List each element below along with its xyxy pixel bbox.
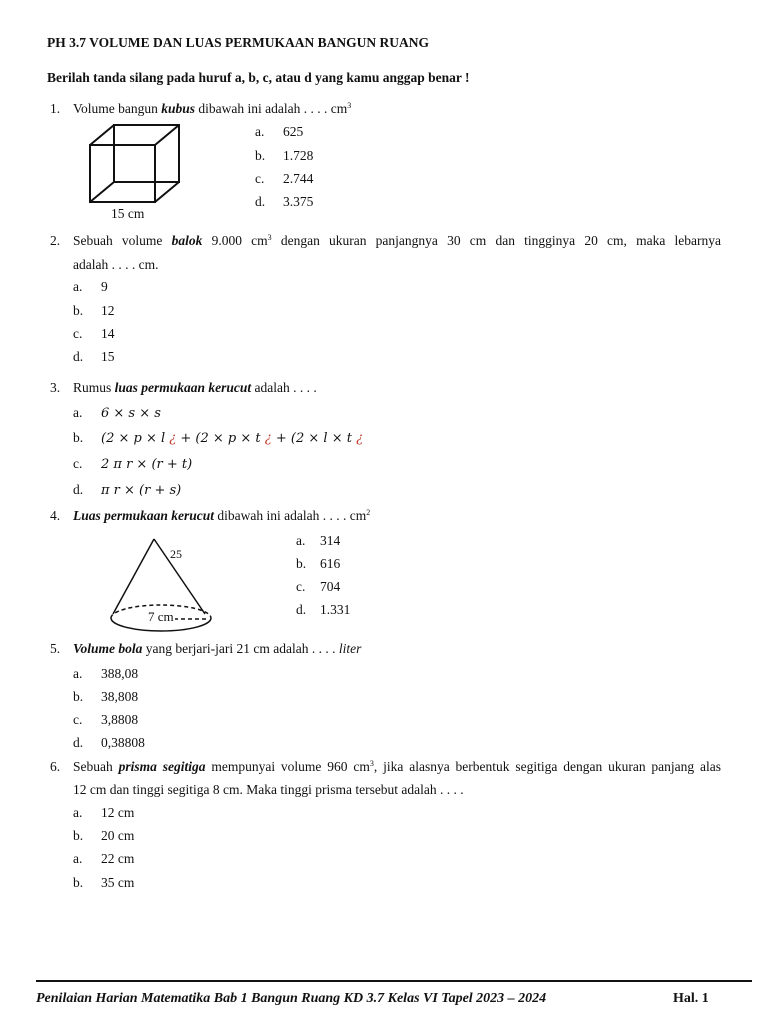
option-c[interactable]: c. 14 xyxy=(73,326,115,341)
page-number: Hal. 1 xyxy=(673,991,709,1006)
option-c[interactable]: a. 22 cm xyxy=(73,851,135,866)
question-text: Volume bola yang berjari-jari 21 cm adalah . . . . liter xyxy=(73,641,362,656)
question-number: 1. xyxy=(50,101,61,116)
question-text: Sebuah prisma segitiga mempunyai volume 960 $cm^3$, jika alasnya berbentuk segitiga dengan ukuran panjang alas xyxy=(73,759,722,774)
option-b[interactable]: b. 38,808 xyxy=(73,689,139,704)
question-text-line2: 12 cm dan tinggi segitiga 8 cm. Maka tinggi prisma tersebut adalah . . . . xyxy=(73,782,464,797)
cone-slant-label: 25 xyxy=(170,547,182,561)
question-number: 2. xyxy=(50,233,61,248)
cube-side-label: 15 cm xyxy=(111,206,145,221)
question-number: 3. xyxy=(50,380,61,395)
option-d[interactable]: d. 0,38808 xyxy=(73,735,145,750)
footer-text: Penilaian Harian Matematika Bab 1 Bangun Ruang KD 3.7 Kelas VI Tapel 2023 – 2024 xyxy=(36,991,547,1006)
option-b[interactable]: b. 1.728 xyxy=(255,148,314,163)
footer-divider xyxy=(36,980,752,982)
option-b[interactable]: b. 616 xyxy=(296,556,341,571)
option-a[interactable]: a. 625 xyxy=(255,124,304,139)
question-number: 6. xyxy=(50,759,61,774)
option-b[interactable]: b. 20 cm xyxy=(73,828,135,843)
cube-figure xyxy=(85,120,185,206)
question-number: 4. xyxy=(50,508,61,523)
option-a[interactable]: a. 9 xyxy=(73,279,108,294)
option-a[interactable]: a. 6 × s × s xyxy=(73,405,161,421)
option-c[interactable]: c. 3,8808 xyxy=(73,712,139,727)
option-a[interactable]: a. 388,08 xyxy=(73,666,139,681)
option-b[interactable]: b. (2 × p × l ¿ + (2 × p × t ¿ + (2 × l × t ¿ xyxy=(73,430,364,446)
option-a[interactable]: a. 12 cm xyxy=(73,805,135,820)
cone-radius-label: 7 cm xyxy=(148,609,174,624)
option-b[interactable]: b. 12 xyxy=(73,303,115,318)
question-text: Luas permukaan kerucut dibawah ini adalah . . . . $cm^2$ xyxy=(73,508,371,523)
option-d[interactable]: b. 35 cm xyxy=(73,875,135,890)
instruction: Berilah tanda silang pada huruf a, b, c, atau d yang kamu anggap benar ! xyxy=(47,70,470,85)
question-text: Rumus luas permukaan kerucut adalah . . . . xyxy=(73,380,317,395)
option-d[interactable]: d. 15 xyxy=(73,349,115,364)
option-c[interactable]: c. 2 π r × (r + t) xyxy=(73,456,193,472)
question-number: 5. xyxy=(50,641,61,656)
option-d[interactable]: d. 3.375 xyxy=(255,194,314,209)
option-c[interactable]: c. 704 xyxy=(296,579,341,594)
option-d[interactable]: d. π r × (r + s) xyxy=(73,482,182,498)
question-text: Sebuah volume balok 9.000 $cm^3$ dengan ukuran panjangnya 30 cm dan tingginya 20 cm, maka lebarnya xyxy=(73,233,721,248)
option-c[interactable]: c. 2.744 xyxy=(255,171,314,186)
question-text-line2: adalah . . . . cm. xyxy=(73,257,159,272)
option-d[interactable]: d. 1.331 xyxy=(296,602,351,617)
question-text: Volume bangun kubus dibawah ini adalah . . . . $cm^3$ xyxy=(73,101,352,116)
option-a[interactable]: a. 314 xyxy=(296,533,341,548)
page-title: PH 3.7 VOLUME DAN LUAS PERMUKAAN BANGUN RUANG xyxy=(47,35,429,50)
